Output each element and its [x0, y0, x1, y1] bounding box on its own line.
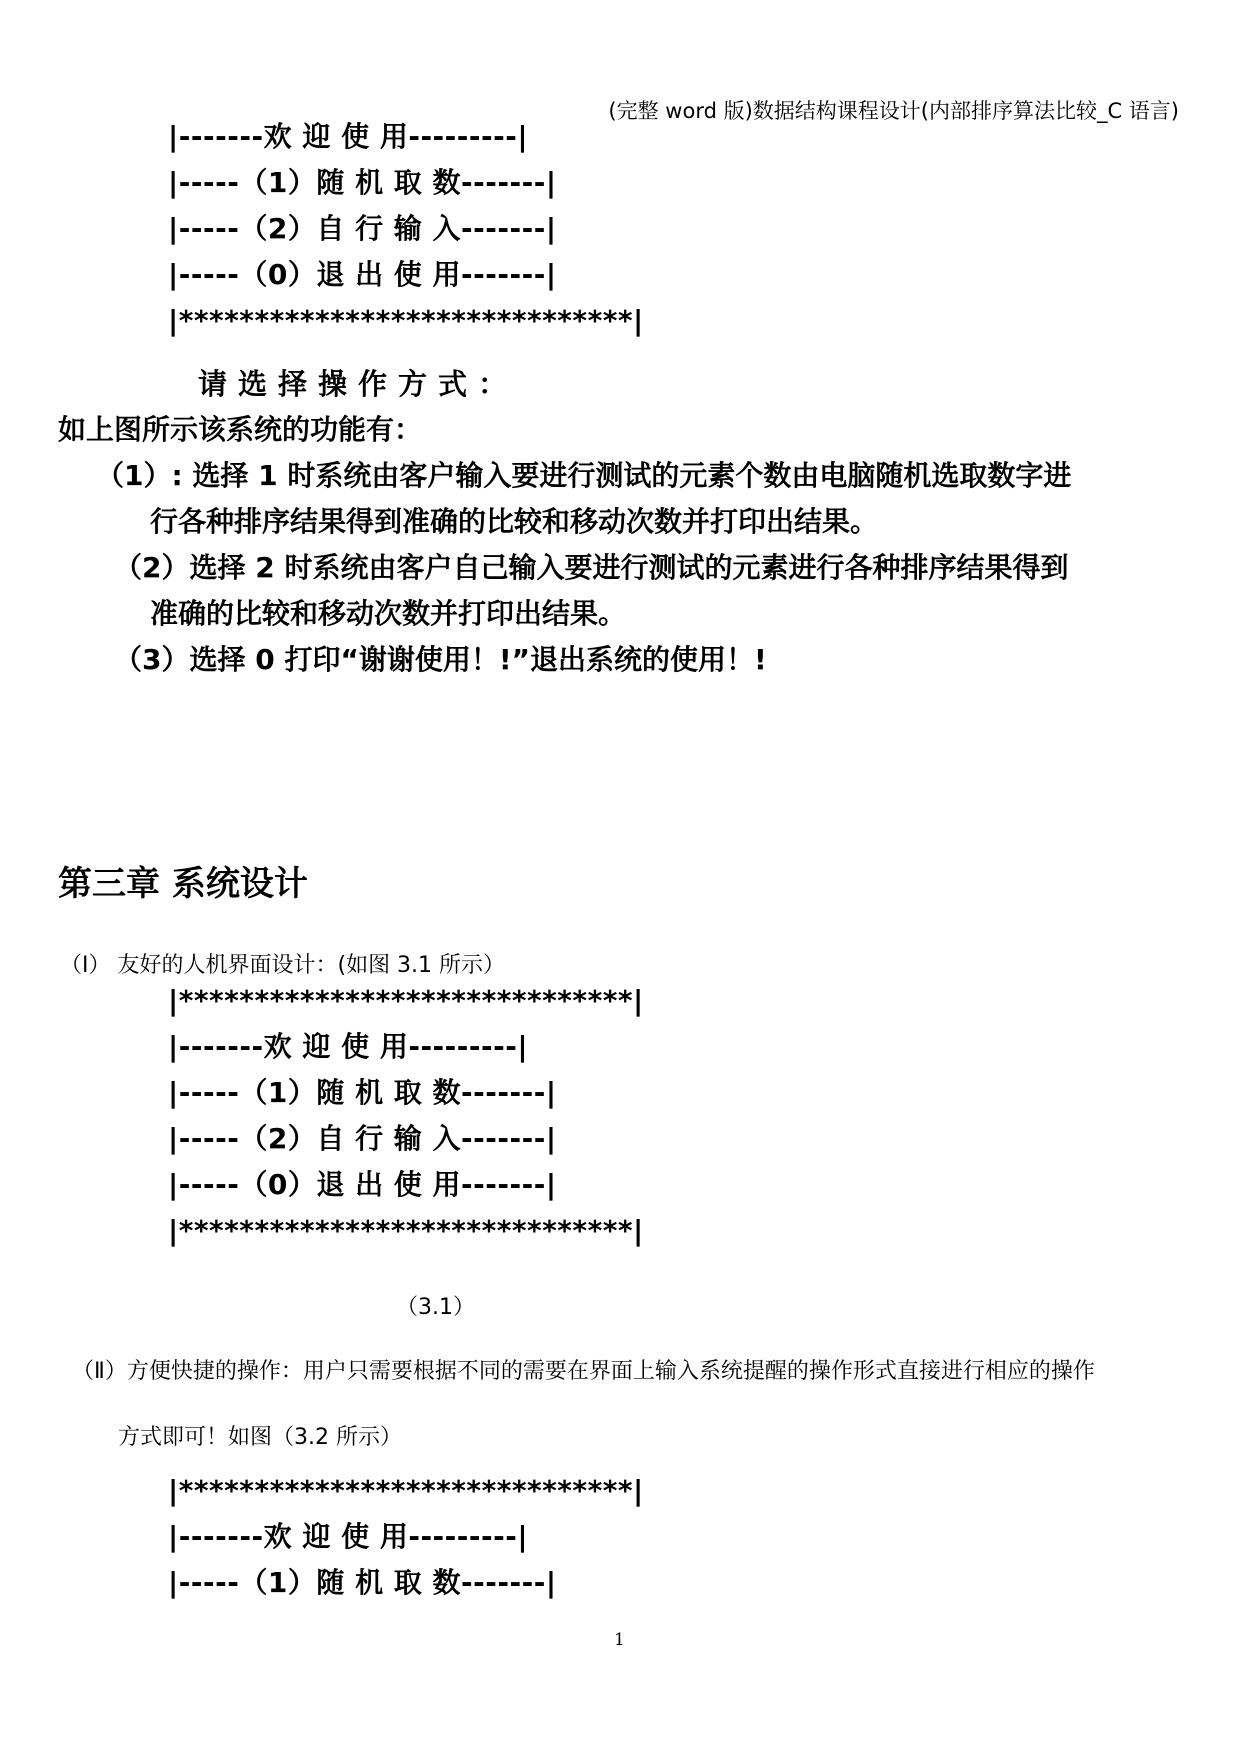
features-intro: 如上图所示该系统的功能有：	[58, 413, 423, 446]
menu-line: |-------欢 迎 使 用---------|	[168, 120, 529, 153]
feature-2-line-2: 准确的比较和移动次数并打印出结果。	[150, 597, 627, 630]
section-2-line-2: 方式即可！如图（3.2 所示）	[118, 1425, 402, 1450]
menu-line: |-----（2）自 行 输 入-------|	[168, 1122, 557, 1155]
menu-line: |-------欢 迎 使 用---------|	[168, 1520, 529, 1553]
menu-line: |-----（1）随 机 取 数-------|	[168, 1076, 557, 1109]
chapter-title: 第三章 系统设计	[58, 864, 308, 904]
menu-line: |-----（2）自 行 输 入-------|	[168, 212, 557, 245]
menu-block-figure-3-2	[168, 1468, 644, 1606]
page-number: 1	[614, 1630, 625, 1650]
menu-line: |******************************|	[168, 984, 644, 1017]
menu-line: |******************************|	[168, 1214, 644, 1247]
menu-block-figure-3-1	[168, 978, 644, 1254]
menu-line: |-------欢 迎 使 用---------|	[168, 1030, 529, 1063]
menu-line: |-----（1）随 机 取 数-------|	[168, 1566, 557, 1599]
menu-block-top	[168, 114, 644, 344]
menu-line: |-----（0）退 出 使 用-------|	[168, 258, 557, 291]
operation-prompt: 请选择操作方式：	[198, 367, 519, 401]
menu-line: |******************************|	[168, 304, 644, 337]
feature-2-line-1: （2）选择 2 时系统由客户自己输入要进行测试的元素进行各种排序结果得到	[114, 551, 1069, 584]
menu-line: |-----（0）退 出 使 用-------|	[168, 1168, 557, 1201]
figure-3-1-caption: （3.1）	[396, 1295, 475, 1320]
menu-line: |-----（1）随 机 取 数-------|	[168, 166, 557, 199]
section-2-line-1: （Ⅱ）方便快捷的操作：用户只需要根据不同的需要在界面上输入系统提醒的操作形式直接进行相应的操作	[72, 1359, 1095, 1384]
menu-line: |******************************|	[168, 1474, 644, 1507]
feature-1-line-2: 行各种排序结果得到准确的比较和移动次数并打印出结果。	[150, 505, 879, 538]
feature-3: （3）选择 0 打印“谢谢使用！!”退出系统的使用！!	[114, 643, 767, 676]
section-1-heading: （Ⅰ） 友好的人机界面设计：(如图 3.1 所示）	[60, 953, 506, 978]
feature-1-line-1: （1）: 选择 1 时系统由客户输入要进行测试的元素个数由电脑随机选取数字进	[96, 459, 1072, 492]
page-header: (完整 word 版)数据结构课程设计(内部排序算法比较_C 语言)	[608, 99, 1179, 123]
